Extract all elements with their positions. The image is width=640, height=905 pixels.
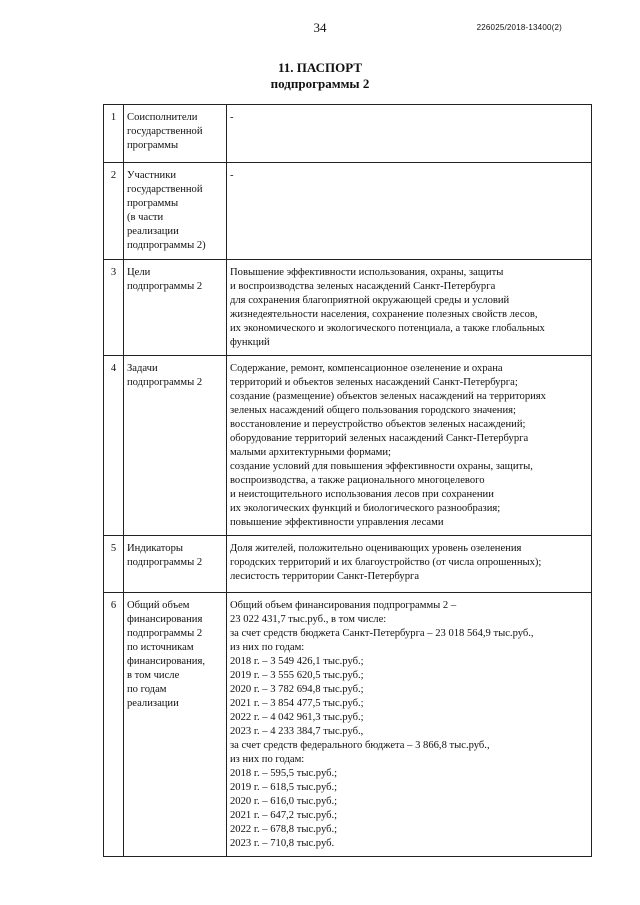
label-line: Соисполнители xyxy=(127,112,198,123)
content-line: 2021 г. – 647,2 тыс.руб.; xyxy=(230,810,338,821)
row-content xyxy=(227,163,592,260)
content-line: - xyxy=(230,112,234,123)
content-line: из них по годам: xyxy=(230,642,305,653)
label-line: Общий объем xyxy=(127,600,190,611)
label-line: подпрограммы 2 xyxy=(127,557,203,568)
content-line: жизнедеятельности населения, сохранение полезных свойств лесов, xyxy=(230,309,538,320)
row-label xyxy=(124,105,227,163)
label-line: Индикаторы xyxy=(127,543,183,554)
content-line: создание (размещение) объектов зеленых насаждений на территориях xyxy=(230,391,546,402)
content-line: малыми архитектурными формами; xyxy=(230,447,391,458)
label-line: государственной xyxy=(127,184,203,195)
content-line: 23 022 431,7 тыс.руб., в том числе: xyxy=(230,614,387,625)
content-line: Доля жителей, положительно оценивающих уровень озеленения xyxy=(230,543,522,554)
content-line: их экономического и экологического потенциала, а также глобальных xyxy=(230,323,545,334)
content-line: 2023 г. – 710,8 тыс.руб. xyxy=(230,838,335,849)
content-line: территорий и объектов зеленых насаждений Санкт-Петербурга; xyxy=(230,377,518,388)
row-label xyxy=(124,536,227,593)
content-line: для сохранения благоприятной окружающей среды и условий xyxy=(230,295,510,306)
row-content xyxy=(227,105,592,163)
content-line: 2018 г. – 595,5 тыс.руб.; xyxy=(230,768,338,779)
label-line: реализации xyxy=(127,698,179,709)
label-line: в том числе xyxy=(127,670,180,681)
content-line: 2019 г. – 3 555 620,5 тыс.руб.; xyxy=(230,670,364,681)
content-line: лесистость территории Санкт-Петербурга xyxy=(230,571,420,582)
title-line-1: 11. ПАСПОРТ xyxy=(277,60,363,75)
label-line: по годам xyxy=(127,684,167,695)
table-row xyxy=(104,163,592,260)
row-content xyxy=(227,593,592,857)
title-line-2: подпрограммы 2 xyxy=(270,76,370,91)
label-line: государственной xyxy=(127,126,203,137)
table-row xyxy=(104,260,592,356)
content-line: Содержание, ремонт, компенсационное озеленение и охрана xyxy=(230,363,503,374)
label-line: Задачи xyxy=(127,363,158,374)
row-label xyxy=(124,163,227,260)
content-line: зеленых насаждений общего пользования городского значения; xyxy=(230,405,516,416)
content-line: и неистощительного использования лесов при сохранении xyxy=(230,489,494,500)
content-line: городских территорий и их благоустройство (от числа опрошенных); xyxy=(230,557,542,568)
row-number: 3 xyxy=(104,260,124,356)
row-label xyxy=(124,593,227,857)
row-label xyxy=(124,260,227,356)
content-line: оборудование территорий зеленых насаждений Санкт-Петербурга xyxy=(230,433,529,444)
label-line: финансирования, xyxy=(127,656,205,667)
content-line: создание условий для повышения эффективности охраны, защиты, xyxy=(230,461,533,472)
row-number: 6 xyxy=(104,593,124,857)
label-line: подпрограммы 2 xyxy=(127,377,203,388)
label-line: программы xyxy=(127,140,179,151)
content-line: повышение эффективности управления лесами xyxy=(230,517,444,528)
document-code: 226025/2018-13400(2) xyxy=(476,23,562,32)
label-line: реализации xyxy=(127,226,179,237)
label-line: подпрограммы 2 xyxy=(127,281,203,292)
row-content xyxy=(227,356,592,536)
label-line: по источникам xyxy=(127,642,194,653)
row-content xyxy=(227,260,592,356)
content-line: 2022 г. – 4 042 961,3 тыс.руб.; xyxy=(230,712,364,723)
content-line: за счет средств бюджета Санкт-Петербурга – 23 018 564,9 тыс.руб., xyxy=(230,628,534,639)
label-line: Цели xyxy=(127,267,151,278)
label-line: подпрограммы 2) xyxy=(127,240,206,251)
passport-table xyxy=(103,104,592,857)
content-line: 2020 г. – 616,0 тыс.руб.; xyxy=(230,796,338,807)
content-line: 2022 г. – 678,8 тыс.руб.; xyxy=(230,824,338,835)
content-line: 2020 г. – 3 782 694,8 тыс.руб.; xyxy=(230,684,364,695)
label-line: Участники xyxy=(127,170,177,181)
label-line: подпрограммы 2 xyxy=(127,628,203,639)
page-number: 34 xyxy=(313,20,327,35)
content-line: 2021 г. – 3 854 477,5 тыс.руб.; xyxy=(230,698,364,709)
content-line: Повышение эффективности использования, охраны, защиты xyxy=(230,267,504,278)
label-line: финансирования xyxy=(127,614,203,625)
row-label xyxy=(124,356,227,536)
row-number: 1 xyxy=(104,105,124,163)
label-line: (в части xyxy=(127,212,164,223)
label-line: программы xyxy=(127,198,179,209)
table-row xyxy=(104,536,592,593)
content-line: и воспроизводства зеленых насаждений Санкт-Петербурга xyxy=(230,281,496,292)
content-line: 2023 г. – 4 233 384,7 тыс.руб., xyxy=(230,726,364,737)
content-line: 2019 г. – 618,5 тыс.руб.; xyxy=(230,782,338,793)
content-line: из них по годам: xyxy=(230,754,305,765)
content-line: 2018 г. – 3 549 426,1 тыс.руб.; xyxy=(230,656,364,667)
content-line: - xyxy=(230,170,234,181)
content-line: восстановление и переустройство объектов зеленых насаждений; xyxy=(230,419,526,430)
content-line: функций xyxy=(230,337,270,348)
content-line: их экологических функций и биологического разнообразия; xyxy=(230,503,501,514)
passport-title xyxy=(0,60,640,92)
table-row xyxy=(104,593,592,857)
content-line: Общий объем финансирования подпрограммы 2 – xyxy=(230,600,457,611)
content-line: за счет средств федерального бюджета – 3 866,8 тыс.руб., xyxy=(230,740,490,751)
content-line: воспроизводства, а также рационального многоцелевого xyxy=(230,475,485,486)
table-row xyxy=(104,356,592,536)
row-number: 4 xyxy=(104,356,124,536)
row-number: 5 xyxy=(104,536,124,593)
table-row xyxy=(104,105,592,163)
row-number: 2 xyxy=(104,163,124,260)
row-content xyxy=(227,536,592,593)
